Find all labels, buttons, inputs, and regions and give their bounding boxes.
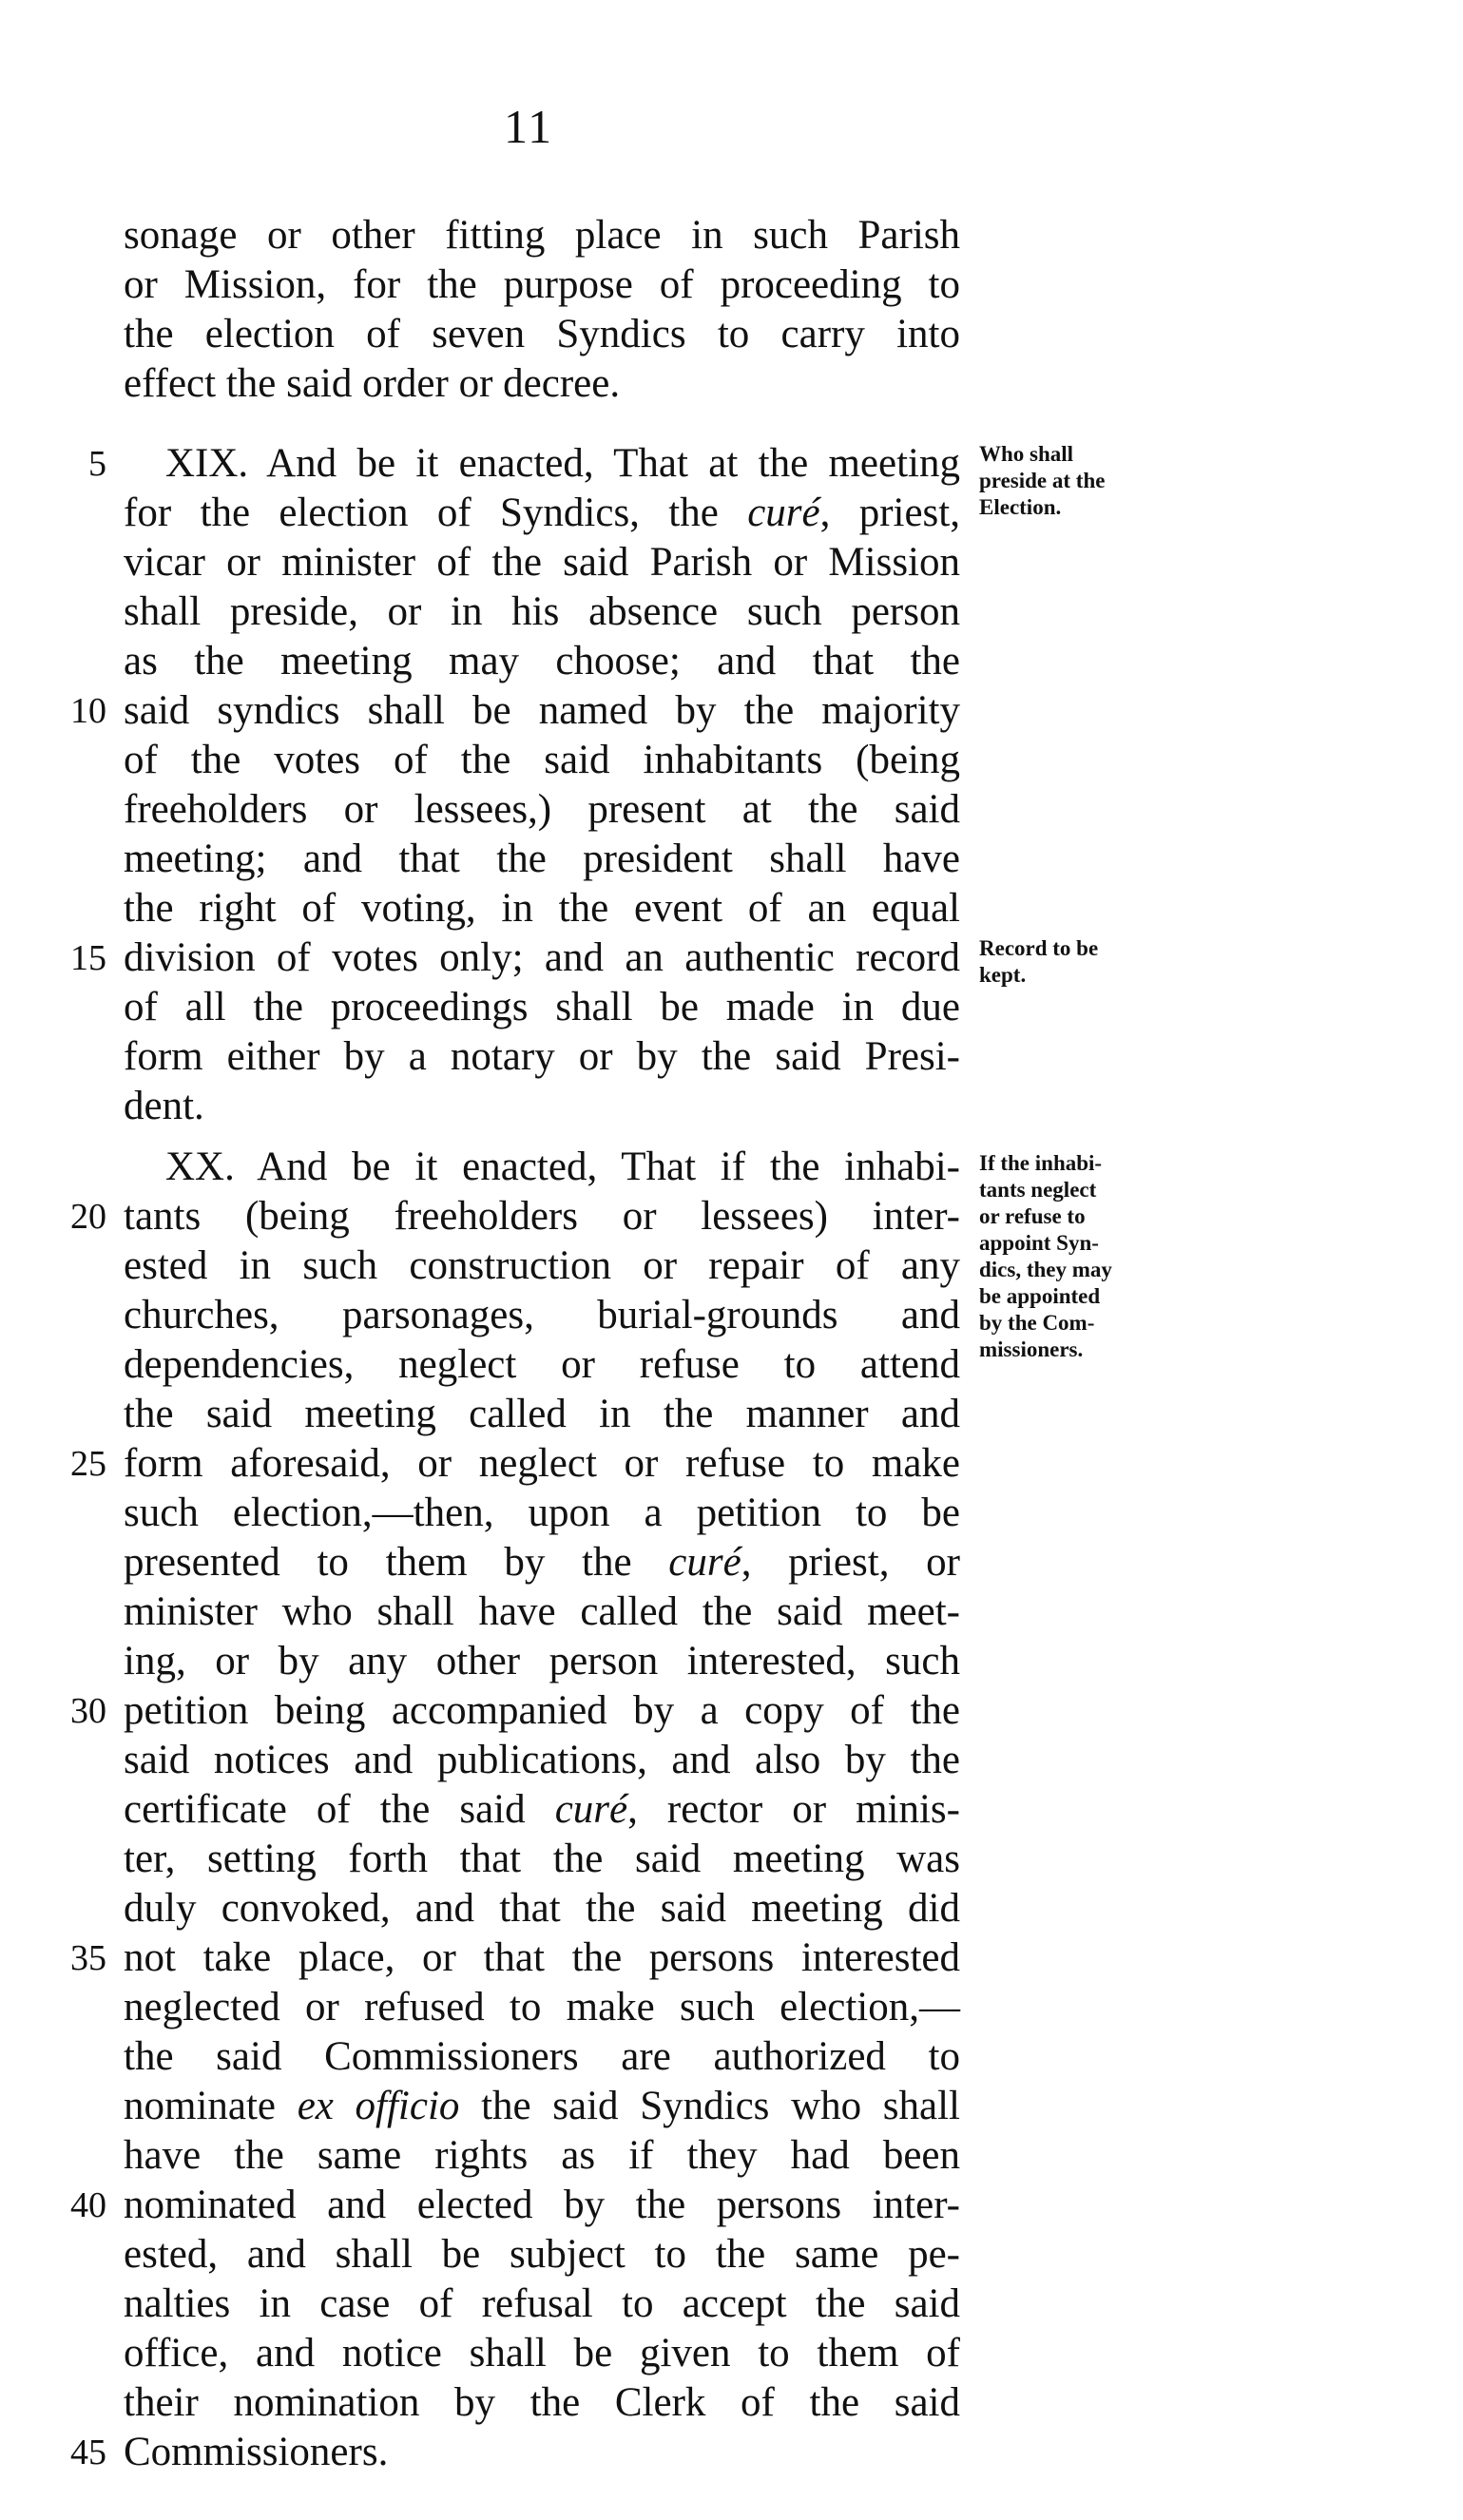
text-line: ing, or by any other person interested, such bbox=[124, 1639, 960, 1683]
margin-note-line: If the inhabi- bbox=[979, 1151, 1103, 1175]
text-line: sonage or other fitting place in such Parish bbox=[124, 213, 960, 258]
text-line: tants (being freeholders or lessees) inter- bbox=[124, 1194, 960, 1239]
text-line: Commissioners. bbox=[124, 2430, 389, 2474]
margin-note-line: dics, they may bbox=[979, 1258, 1112, 1281]
line-number: 40 bbox=[70, 2185, 106, 2225]
margin-note-line: Who shall bbox=[979, 442, 1074, 466]
text-line: nominated and elected by the persons inter- bbox=[124, 2183, 960, 2227]
text-line: certificate of the said curé, rector or minis- bbox=[124, 1787, 960, 1832]
margin-note-neglect bbox=[979, 1150, 1169, 1363]
text-line: vicar or minister of the said Parish or Mission bbox=[124, 540, 960, 585]
text-line: of all the proceedings shall be made in due bbox=[124, 985, 960, 1029]
text-line: form either by a notary or by the said Presi- bbox=[124, 1034, 960, 1079]
text-line: duly convoked, and that the said meeting did bbox=[124, 1886, 960, 1931]
margin-note-line: by the Com- bbox=[979, 1311, 1095, 1335]
paragraph-continued bbox=[124, 211, 960, 409]
line-number: 15 bbox=[70, 938, 106, 978]
margin-note-line: tants neglect bbox=[979, 1178, 1097, 1202]
text-line: division of votes only; and an authentic record bbox=[124, 935, 960, 980]
line-number: 35 bbox=[70, 1938, 106, 1978]
line-number: 20 bbox=[70, 1197, 106, 1237]
text-line: the election of seven Syndics to carry into bbox=[124, 312, 960, 356]
margin-note-line: appoint Syn- bbox=[979, 1231, 1099, 1255]
text-line: churches, parsonages, burial-grounds and bbox=[124, 1293, 960, 1337]
text-line: dependencies, neglect or refuse to attend bbox=[124, 1342, 960, 1387]
text-line: nominate ex officio the said Syndics who shall bbox=[124, 2084, 960, 2128]
text-line: petition being accompanied by a copy of the bbox=[124, 1688, 960, 1733]
page-number: 11 bbox=[504, 100, 554, 153]
text-line: effect the said order or decree. bbox=[124, 361, 621, 406]
margin-note-record bbox=[979, 935, 1169, 989]
text-line: the right of voting, in the event of an equal bbox=[124, 886, 960, 931]
text-line: have the same rights as if they had been bbox=[124, 2133, 960, 2178]
text-line: minister who shall have called the said meet- bbox=[124, 1589, 960, 1634]
text-line: of the votes of the said inhabitants (being bbox=[124, 738, 960, 782]
text-line: nalties in case of refusal to accept the said bbox=[124, 2281, 960, 2326]
text-line: office, and notice shall be given to them of bbox=[124, 2331, 960, 2376]
line-number: 45 bbox=[70, 2433, 106, 2472]
line-number: 10 bbox=[70, 691, 106, 731]
margin-note-line: Record to be bbox=[979, 936, 1099, 960]
text-line: for the election of Syndics, the curé, priest, bbox=[124, 491, 960, 535]
text-line: not take place, or that the persons interested bbox=[124, 1935, 960, 1980]
margin-note-line: missioners. bbox=[979, 1337, 1084, 1361]
text-line: as the meeting may choose; and that the bbox=[124, 639, 960, 683]
text-line: ter, setting forth that the said meeting was bbox=[124, 1837, 960, 1881]
margin-note-line: preside at the bbox=[979, 469, 1106, 492]
text-line: XX. And be it enacted, That if the inhabi- bbox=[165, 1145, 960, 1189]
text-line: such election,—then, upon a petition to be bbox=[124, 1491, 960, 1535]
section-xx bbox=[124, 1143, 960, 2477]
margin-note-line: Election. bbox=[979, 495, 1062, 519]
text-line: dent. bbox=[124, 1084, 204, 1128]
section-xix bbox=[124, 439, 960, 1131]
text-line: shall preside, or in his absence such person bbox=[124, 589, 960, 634]
text-line: or Mission, for the purpose of proceeding to bbox=[124, 262, 960, 307]
text-line: ested in such construction or repair of any bbox=[124, 1243, 960, 1288]
line-number: 5 bbox=[88, 444, 106, 484]
text-line: form aforesaid, or neglect or refuse to make bbox=[124, 1441, 960, 1486]
margin-note-line: kept. bbox=[979, 963, 1027, 987]
line-number: 25 bbox=[70, 1444, 106, 1484]
text-line: said syndics shall be named by the majority bbox=[124, 688, 960, 733]
margin-note-line: be appointed bbox=[979, 1284, 1101, 1308]
text-line: neglected or refused to make such election,— bbox=[124, 1985, 960, 2029]
text-line: XIX. And be it enacted, That at the meeting bbox=[165, 441, 960, 486]
line-number: 30 bbox=[70, 1691, 106, 1731]
text-line: the said meeting called in the manner and bbox=[124, 1392, 960, 1436]
margin-note-who-presides bbox=[979, 441, 1169, 521]
text-line: ested, and shall be subject to the same pe- bbox=[124, 2232, 960, 2277]
text-line: meeting; and that the president shall have bbox=[124, 837, 960, 881]
text-line: said notices and publications, and also by the bbox=[124, 1738, 960, 1782]
text-line: their nomination by the Clerk of the said bbox=[124, 2380, 960, 2425]
text-line: presented to them by the curé, priest, or bbox=[124, 1540, 960, 1585]
margin-note-line: or refuse to bbox=[979, 1204, 1086, 1228]
text-line: the said Commissioners are authorized to bbox=[124, 2034, 960, 2079]
text-line: freeholders or lessees,) present at the said bbox=[124, 787, 960, 832]
